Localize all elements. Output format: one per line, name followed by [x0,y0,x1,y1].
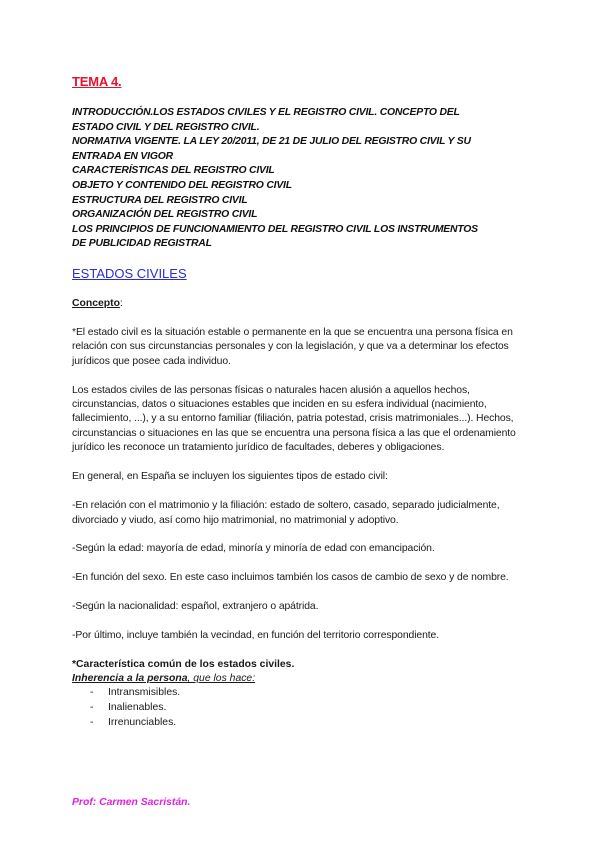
topic-heading: TEMA 4. [72,74,122,89]
dash-bullet: - [90,687,94,699]
outline-line: CARACTERÍSTICAS DEL REGISTRO CIVIL [72,165,275,177]
paragraph: -En relación con el matrimonio y la filiación: estado de soltero, casado, separado judicialmente, divorciado y viudo, así como hijo matrimonial, no matrimonial y adoptivo. [72,500,500,526]
paragraph: En general, en España se incluyen los siguientes tipos de estado civil: [72,471,388,483]
outline-line: ESTADO CIVIL Y DEL REGISTRO CIVIL. [72,121,260,133]
paragraph: -En función del sexo. En este caso incluimos también los casos de cambio de sexo y de nombre. [72,572,509,584]
outline-line: ORGANIZACIÓN DEL REGISTRO CIVIL [72,209,258,221]
outline-line: ENTRADA EN VIGOR [72,150,173,162]
trait-text: Intransmisibles. [108,687,181,699]
list-item [90,716,532,731]
common-trait-title: *Característica común de los estados civiles. [72,659,295,671]
outline-line: DE PUBLICIDAD REGISTRAL [72,238,212,250]
outline-line: OBJETO Y CONTENIDO DEL REGISTRO CIVIL [72,179,292,191]
dash-bullet: - [90,702,94,714]
paragraph: -Según la edad: mayoría de edad, minoría y minoría de edad con emancipación. [72,543,435,555]
trait-text: Irrenunciables. [108,716,177,728]
trait-text: Inalienables. [108,702,167,714]
section-title: ESTADOS CIVILES [72,265,187,281]
paragraph: -Según la nacionalidad: español, extranjero o apátrida. [72,601,319,613]
outline-line: LOS PRINCIPIOS DE FUNCIONAMIENTO DEL REGISTRO CIVIL LOS INSTRUMENTOS [72,223,478,235]
concept-label: Concepto [72,297,120,309]
dash-bullet: - [90,716,94,728]
paragraph: -Por último, incluye también la vecindad, en función del territorio correspondiente. [72,630,440,642]
outline-line: ESTRUCTURA DEL REGISTRO CIVIL [72,194,248,206]
concept-heading [72,298,532,309]
inherence-rest: , que los hace: [187,673,256,685]
list-item [90,701,532,716]
topic-outline [72,106,532,252]
outline-line: INTRODUCCIÓN.LOS ESTADOS CIVILES Y EL REGISTRO CIVIL. CONCEPTO DEL [72,107,460,118]
inherence-bold: Inherencia a la persona [72,673,188,685]
outline-line: NORMATIVA VIGENTE. LA LEY 20/2011, DE 21 DE JULIO DEL REGISTRO CIVIL Y SU [72,136,471,148]
inherence-line [72,672,532,686]
author-footer: Prof: Carmen Sacristán. [72,797,191,808]
list-item [90,686,532,701]
traits-list [72,686,532,730]
paragraph: Los estados civiles de las personas físicas o naturales hacen alusión a aquellos hechos, circunstancias, datos o situaciones estables que inciden en su esfera individual (nacimiento, fallecimiento, ...), y a su entorno familiar (filiación, patria potestad, crisis matrimoniales...). Hechos, circunstancias o situaciones en las que se encuentra una persona física a las que el ordenamiento jurídico les reconoce un tratamiento jurídico de facultades, deberes y obligaciones. [72,384,516,454]
concept-colon: : [119,297,123,309]
document-page [72,74,532,730]
paragraph: *El estado civil es la situación estable o permanente en la que se encuentra una persona física en relación con sus circunstancias personales y con la legislación, y que va a determinar los efectos jurídicos que posee cada individuo. [72,326,513,367]
